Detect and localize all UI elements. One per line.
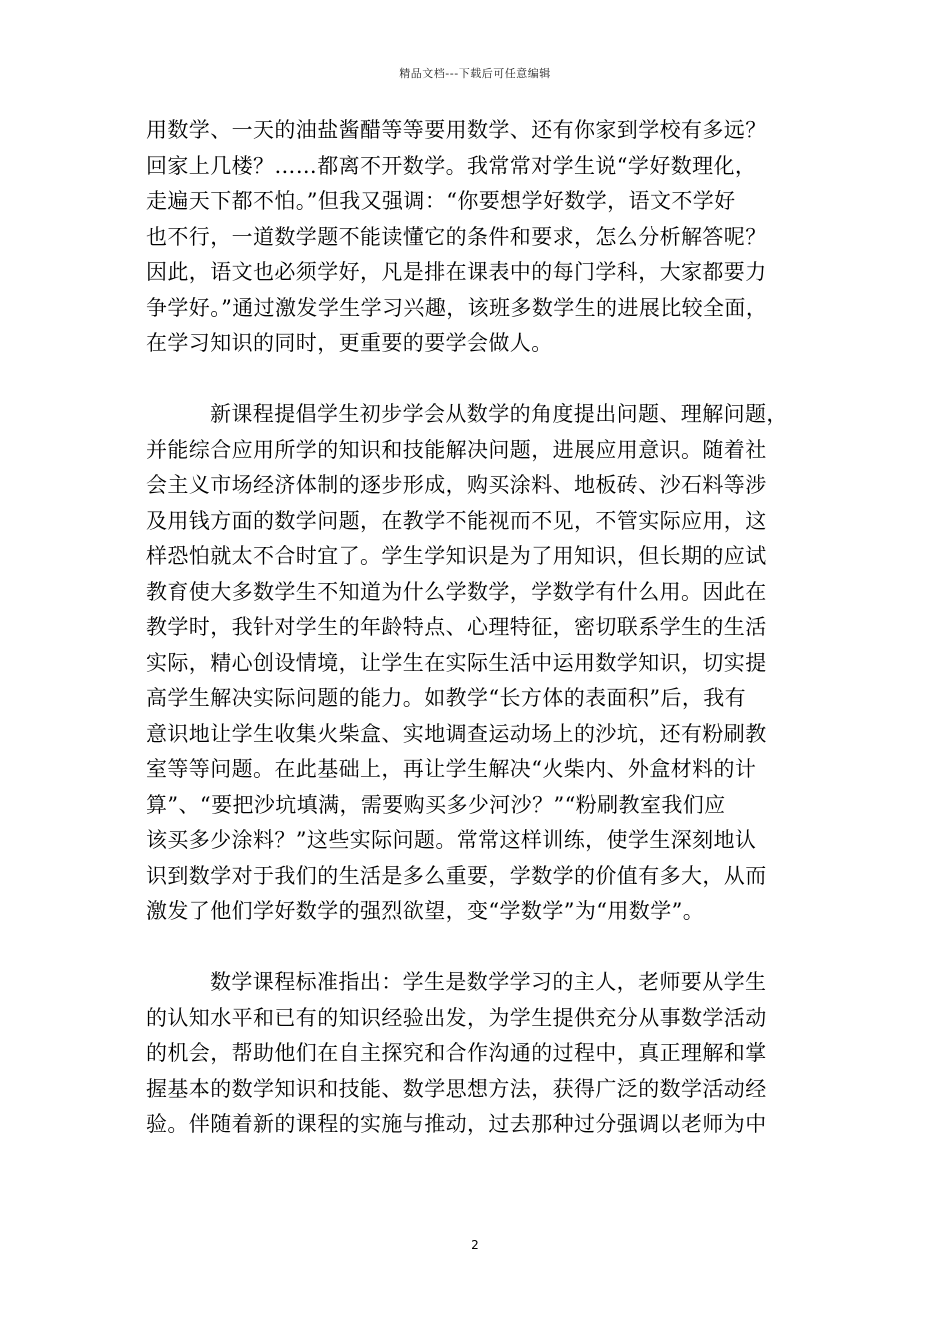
text-line: 新课程提倡学生初步学会从数学的角度提出问题、理解问题， (210, 402, 788, 426)
text-line: 用数学、一天的油盐酱醋等等要用数学、还有你家到学校有多远？ (146, 118, 767, 142)
text-line: 识到数学对于我们的生活是多么重要，学数学的价值有多大，从而 (146, 863, 767, 888)
paragraph-1 (146, 113, 810, 362)
text-line: 走遍天下都不怕。”但我又强调：“你要想学好数学，语文不学好 (146, 189, 736, 213)
text-line: 握基本的数学知识和技能、数学思想方法，获得广泛的数学活动经 (146, 1076, 767, 1101)
document-body (146, 113, 810, 1143)
text-line: 验。伴随着新的课程的实施与推动，过去那种过分强调以老师为中 (146, 1112, 767, 1136)
text-line: 教育使大多数学生不知道为什么学数学，学数学有什么用。因此在 (146, 579, 767, 604)
paragraph-3 (146, 965, 810, 1143)
text-line: 回家上几楼？……都离不开数学。我常常对学生说“学好数理化， (146, 153, 757, 178)
text-line: 及用钱方面的数学问题，在教学不能视而不见，不管实际应用，这 (146, 508, 767, 533)
text-line: 意识地让学生收集火柴盒、实地调查运动场上的沙坑，还有粉刷教 (146, 721, 767, 746)
text-line: 高学生解决实际问题的能力。如教学“长方体的表面积”后，我有 (146, 686, 747, 710)
text-line: 因此，语文也必须学好，凡是排在课表中的每门学科，大家都要力 (146, 260, 767, 284)
paragraph-gap (146, 362, 810, 398)
paragraph-2 (146, 397, 810, 930)
text-line: 的认知水平和已有的知识经验出发，为学生提供充分从事数学活动 (146, 1005, 767, 1030)
text-line: 的机会，帮助他们在自主探究和合作沟通的过程中，真正理解和掌 (146, 1041, 767, 1065)
paragraph-gap (146, 930, 810, 966)
text-line: 教学时，我针对学生的年龄特点、心理特征，密切联系学生的生活 (146, 615, 767, 639)
text-line: 并能综合应用所学的知识和技能解决问题，进展应用意识。随着社 (146, 437, 767, 462)
text-line: 激发了他们学好数学的强烈欲望，变“学数学”为“用数学”。 (146, 899, 705, 923)
text-line: 算”、“要把沙坑填满，需要购买多少河沙？”“粉刷教室我们应 (146, 792, 726, 817)
text-line: 会主义市场经济体制的逐步形成，购买涂料、地板砖、沙石料等涉 (146, 473, 767, 497)
text-line: 在学习知识的同时，更重要的要学会做人。 (146, 331, 553, 355)
text-line: 该买多少涂料？”这些实际问题。常常这样训练，使学生深刻地认 (146, 828, 757, 852)
text-line: 样恐怕就太不合时宜了。学生学知识是为了用知识，但长期的应试 (146, 544, 767, 568)
text-line: 也不行，一道数学题不能读懂它的条件和要求，怎么分析解答呢？ (146, 224, 767, 249)
text-line: 争学好。”通过激发学生学习兴趣，该班多数学生的进展比较全面， (146, 295, 768, 320)
text-line: 室等等问题。在此基础上，再让学生解决“火柴内、外盒材料的计 (146, 757, 757, 781)
text-line: 数学课程标准指出：学生是数学学习的主人，老师要从学生 (210, 970, 767, 994)
text-line: 实际，精心创设情境，让学生在实际生活中运用数学知识，切实提 (146, 650, 767, 675)
page-number: 2 (471, 1238, 479, 1252)
page-header: 精品文档---下载后可任意编辑 (399, 67, 551, 80)
